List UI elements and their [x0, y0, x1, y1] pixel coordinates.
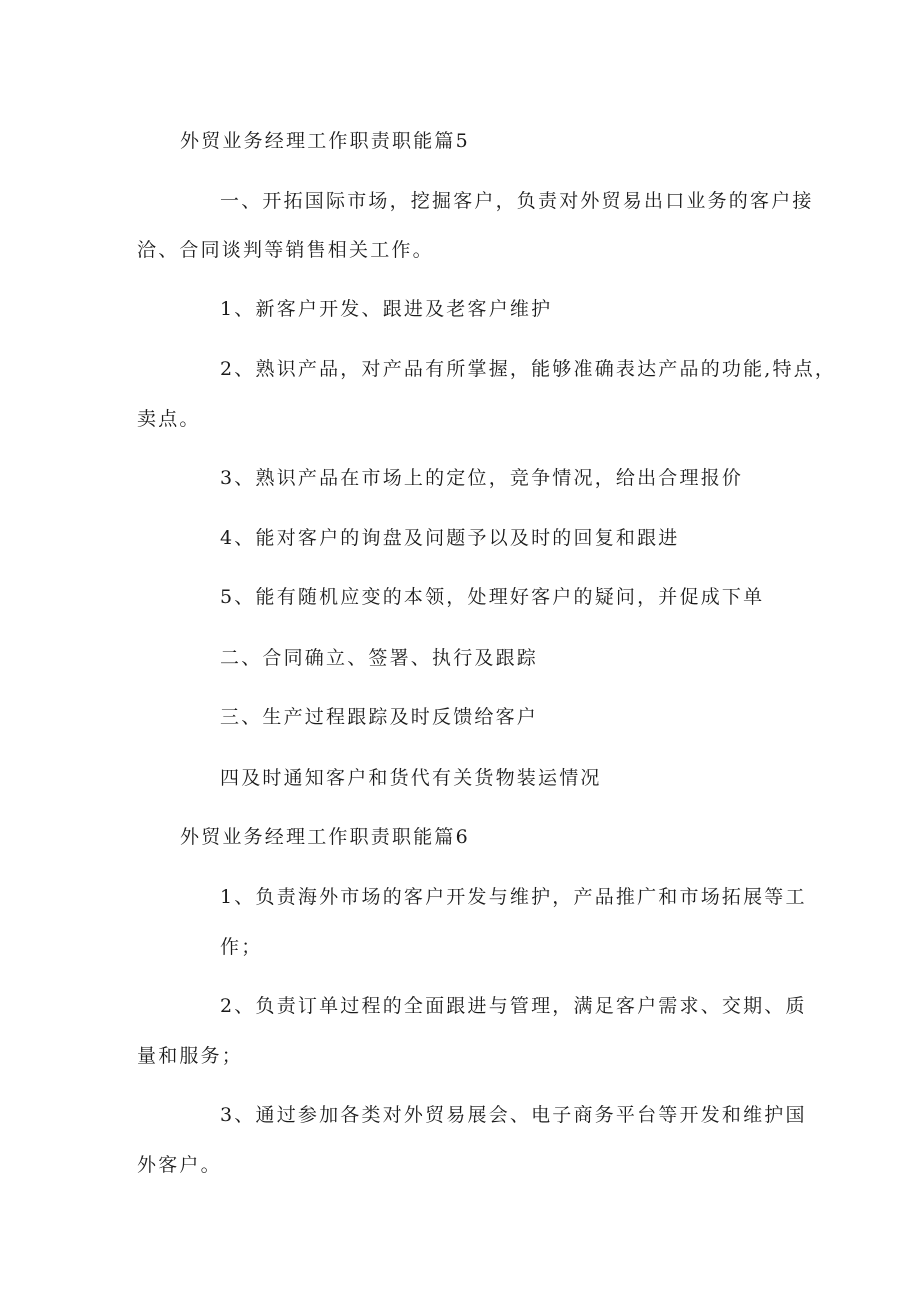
section-5-sub-item-4: 4、能对客户的询盘及问题予以及时的回复和跟进: [220, 527, 680, 549]
section-6-title: 外贸业务经理工作职责职能篇6: [180, 826, 470, 848]
section-5-item-2: 二、合同确立、签署、执行及跟踪: [220, 647, 539, 669]
section-5-item-1-line-2: 洽、合同谈判等销售相关工作。: [137, 239, 434, 261]
section-5-item-3: 三、生产过程跟踪及时反馈给客户: [220, 706, 539, 728]
section-6-item-2-line-2: 量和服务；: [137, 1045, 244, 1067]
section-6-item-1-line-2: 作；: [220, 936, 263, 958]
section-5-sub-item-5: 5、能有随机应变的本领，处理好客户的疑问，并促成下单: [220, 586, 765, 608]
section-5-sub-item-1: 1、新客户开发、跟进及老客户维护: [220, 298, 553, 320]
section-5-sub-item-2-line-1: 2、熟识产品，对产品有所掌握，能够准确表达产品的功能,特点，: [220, 358, 837, 380]
section-6-item-1-line-1: 1、负责海外市场的客户开发与维护，产品推广和市场拓展等工: [220, 886, 807, 908]
section-5-sub-item-3: 3、熟识产品在市场上的定位，竞争情况，给出合理报价: [220, 467, 744, 489]
section-6-item-3-line-2: 外客户。: [137, 1154, 222, 1176]
section-5-item-1-line-1: 一、开拓国际市场，挖掘客户，负责对外贸易出口业务的客户接: [220, 190, 814, 212]
section-5-item-4: 四及时通知客户和货代有关货物装运情况: [220, 767, 602, 789]
section-6-item-3-line-1: 3、通过参加各类对外贸易展会、电子商务平台等开发和维护国: [220, 1104, 807, 1126]
section-5-title: 外贸业务经理工作职责职能篇5: [180, 130, 470, 152]
section-6-item-2-line-1: 2、负责订单过程的全面跟进与管理，满足客户需求、交期、质: [220, 995, 807, 1017]
section-5-sub-item-2-line-2: 卖点。: [137, 408, 201, 430]
